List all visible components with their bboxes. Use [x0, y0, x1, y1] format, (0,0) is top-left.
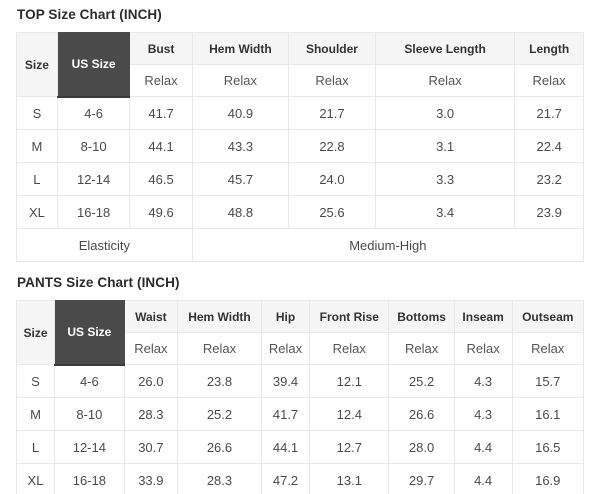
value-cell: 28.3: [178, 464, 262, 494]
top-header-row: [17, 33, 584, 65]
value-cell: 4-6: [57, 97, 130, 130]
value-cell: 25.2: [178, 398, 262, 431]
value-cell: 16-18: [57, 196, 130, 229]
value-cell: 30.7: [124, 431, 177, 464]
pants-size-header: Size: [17, 301, 55, 365]
elasticity-label: Elasticity: [17, 229, 193, 262]
value-cell: 41.7: [261, 398, 309, 431]
top-row-m: [17, 130, 584, 163]
pants-size-chart-title: PANTS Size Chart (INCH): [17, 275, 180, 290]
value-cell: 23.8: [178, 365, 262, 398]
value-cell: 26.6: [389, 398, 454, 431]
value-cell: 48.8: [192, 196, 288, 229]
fit-cell: Relax: [130, 65, 192, 97]
pants-row-l: [17, 431, 584, 464]
value-cell: 12.4: [310, 398, 389, 431]
top-size-chart-table: [16, 32, 584, 262]
fit-cell: Relax: [124, 333, 177, 365]
top-size-chart-title: TOP Size Chart (INCH): [17, 7, 162, 22]
pants-row-m: [17, 398, 584, 431]
value-cell: 29.7: [389, 464, 454, 494]
pants-col-header-waist: Waist: [124, 301, 177, 333]
fit-cell: Relax: [375, 65, 514, 97]
value-cell: 16.1: [512, 398, 583, 431]
pants-size-chart-table: [16, 300, 584, 494]
top-us-size-header: US Size: [57, 33, 130, 97]
value-cell: 47.2: [261, 464, 309, 494]
value-cell: 4.4: [454, 464, 512, 494]
value-cell: 28.0: [389, 431, 454, 464]
top-row-s: [17, 97, 584, 130]
value-cell: 39.4: [261, 365, 309, 398]
value-cell: 3.3: [375, 163, 514, 196]
fit-cell: Relax: [289, 65, 376, 97]
top-elasticity-row: [17, 229, 584, 262]
size-cell: L: [17, 431, 55, 464]
pants-header-row: [17, 301, 584, 333]
fit-cell: Relax: [515, 65, 584, 97]
value-cell: 25.2: [389, 365, 454, 398]
value-cell: 25.6: [289, 196, 376, 229]
value-cell: 44.1: [130, 130, 192, 163]
value-cell: 16-18: [54, 464, 124, 494]
top-col-header-length: Length: [515, 33, 584, 65]
value-cell: 8-10: [54, 398, 124, 431]
value-cell: 26.0: [124, 365, 177, 398]
value-cell: 3.4: [375, 196, 514, 229]
top-col-header-bust: Bust: [130, 33, 192, 65]
value-cell: 44.1: [261, 431, 309, 464]
value-cell: 16.9: [512, 464, 583, 494]
value-cell: 12-14: [57, 163, 130, 196]
fit-cell: Relax: [310, 333, 389, 365]
value-cell: 24.0: [289, 163, 376, 196]
size-cell: L: [17, 163, 58, 196]
size-cell: M: [17, 130, 58, 163]
value-cell: 15.7: [512, 365, 583, 398]
size-cell: M: [17, 398, 55, 431]
value-cell: 13.1: [310, 464, 389, 494]
value-cell: 40.9: [192, 97, 288, 130]
size-cell: XL: [17, 464, 55, 494]
size-cell: XL: [17, 196, 58, 229]
pants-row-s: [17, 365, 584, 398]
value-cell: 12-14: [54, 431, 124, 464]
pants-row-xl: [17, 464, 584, 494]
value-cell: 23.2: [515, 163, 584, 196]
value-cell: 4-6: [54, 365, 124, 398]
value-cell: 4.4: [454, 431, 512, 464]
value-cell: 26.6: [178, 431, 262, 464]
value-cell: 16.5: [512, 431, 583, 464]
value-cell: 45.7: [192, 163, 288, 196]
value-cell: 21.7: [515, 97, 584, 130]
value-cell: 41.7: [130, 97, 192, 130]
value-cell: 4.3: [454, 398, 512, 431]
value-cell: 28.3: [124, 398, 177, 431]
fit-cell: Relax: [512, 333, 583, 365]
value-cell: 3.0: [375, 97, 514, 130]
value-cell: 4.3: [454, 365, 512, 398]
pants-col-header-bottoms: Bottoms: [389, 301, 454, 333]
top-col-header-shoulder: Shoulder: [289, 33, 376, 65]
pants-us-size-header: US Size: [54, 301, 124, 365]
value-cell: 21.7: [289, 97, 376, 130]
value-cell: 22.8: [289, 130, 376, 163]
pants-col-header-outseam: Outseam: [512, 301, 583, 333]
value-cell: 33.9: [124, 464, 177, 494]
top-col-header-sleeve-length: Sleeve Length: [375, 33, 514, 65]
top-row-xl: [17, 196, 584, 229]
elasticity-value: Medium-High: [192, 229, 583, 262]
value-cell: 8-10: [57, 130, 130, 163]
pants-col-header-front-rise: Front Rise: [310, 301, 389, 333]
top-row-l: [17, 163, 584, 196]
fit-cell: Relax: [454, 333, 512, 365]
fit-cell: Relax: [178, 333, 262, 365]
value-cell: 22.4: [515, 130, 584, 163]
value-cell: 12.7: [310, 431, 389, 464]
top-size-header: Size: [17, 33, 58, 97]
fit-cell: Relax: [389, 333, 454, 365]
fit-cell: Relax: [192, 65, 288, 97]
value-cell: 49.6: [130, 196, 192, 229]
pants-col-header-hip: Hip: [261, 301, 309, 333]
fit-cell: Relax: [261, 333, 309, 365]
value-cell: 12.1: [310, 365, 389, 398]
top-col-header-hem-width: Hem Width: [192, 33, 288, 65]
value-cell: 46.5: [130, 163, 192, 196]
size-cell: S: [17, 97, 58, 130]
size-cell: S: [17, 365, 55, 398]
pants-col-header-inseam: Inseam: [454, 301, 512, 333]
value-cell: 23.9: [515, 196, 584, 229]
value-cell: 43.3: [192, 130, 288, 163]
pants-col-header-hem-width: Hem Width: [178, 301, 262, 333]
value-cell: 3.1: [375, 130, 514, 163]
